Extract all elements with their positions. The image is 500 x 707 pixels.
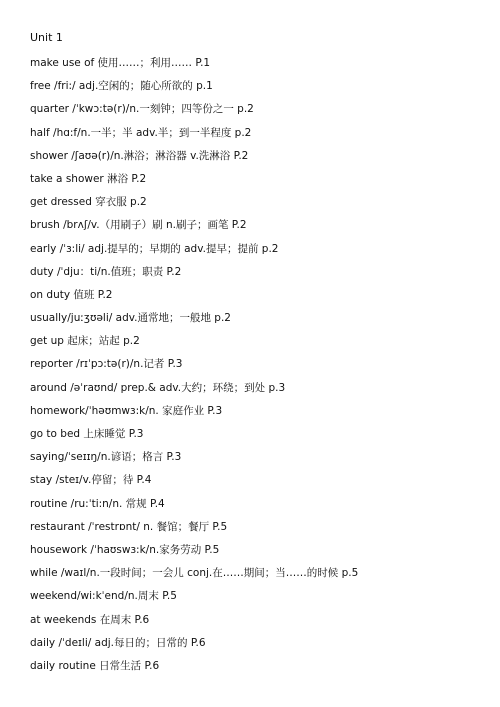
vocab-entry: saying/ˈseɪɪŋ/n.谚语；格言 P.3 <box>30 451 182 464</box>
vocab-entry: get dressed 穿衣服 p.2 <box>30 196 147 209</box>
vocab-entry: quarter /ˈkwɔ:tə(r)/n.一刻钟；四等份之一 p.2 <box>30 103 254 116</box>
vocab-entry: routine /ru:ˈti:n/n. 常规 P.4 <box>30 497 165 510</box>
vocab-entry: stay /steɪ/v.停留；待 P.4 <box>30 474 152 487</box>
vocab-entry: homework/ˈhəʊmwɜ:k/n. 家庭作业 P.3 <box>30 404 223 417</box>
vocab-entry: free /fri:/ adj.空闲的；随心所欲的 p.1 <box>30 80 213 93</box>
unit-heading: Unit 1 <box>30 31 63 44</box>
vocab-entry: restaurant /ˈrestrɒnt/ n. 餐馆；餐厅 P.5 <box>30 520 228 533</box>
vocab-entry: daily /ˈdeɪli/ adj.每日的；日常的 P.6 <box>30 636 206 649</box>
vocab-entry: around /əˈraʊnd/ prep.& adv.大约；环绕；到处 p.3 <box>30 381 286 394</box>
vocab-entry: usually/juːʒʊəli/ adv.通常地；一般地 p.2 <box>30 312 231 325</box>
vocab-entry: brush /brʌʃ/v.（用刷子）刷 n.刷子；画笔 P.2 <box>30 219 247 232</box>
vocab-entry: early /ˈɜ:li/ adj.提早的；早期的 adv.提早；提前 p.2 <box>30 242 279 255</box>
vocab-entry: duty /ˈdju：ti/n.值班；职责 P.2 <box>30 265 182 278</box>
vocab-entry: while /waɪl/n.一段时间；一会儿 conj.在……期间；当……的时候 p.5 <box>30 567 359 580</box>
vocab-entry: on duty 值班 P.2 <box>30 288 113 301</box>
vocab-entry: go to bed 上床睡觉 P.3 <box>30 428 144 440</box>
vocab-entry: at weekends 在周末 P.6 <box>30 613 150 626</box>
vocab-entry: get up 起床；站起 p.2 <box>30 335 140 348</box>
vocab-entry: make use of 使用……；利用…… P.1 <box>30 57 211 69</box>
vocab-entry: weekend/wi:kˈend/n.周末 P.5 <box>30 590 177 603</box>
vocabulary-list <box>30 52 490 678</box>
vocab-entry: housework /ˈhaʊswɜ:k/n.家务劳动 P.5 <box>30 543 220 556</box>
vocab-entry: take a shower 淋浴 P.2 <box>30 172 147 185</box>
vocab-entry: half /hɑ:f/n.一半；半 adv.半；到一半程度 p.2 <box>30 126 252 139</box>
vocab-entry: reporter /rɪˈpɔ:tə(r)/n.记者 P.3 <box>30 358 183 371</box>
vocab-entry: shower /ʃaʊə(r)/n.淋浴；淋浴器 v.洗淋浴 P.2 <box>30 149 249 162</box>
vocab-entry: daily routine 日常生活 P.6 <box>30 659 160 672</box>
